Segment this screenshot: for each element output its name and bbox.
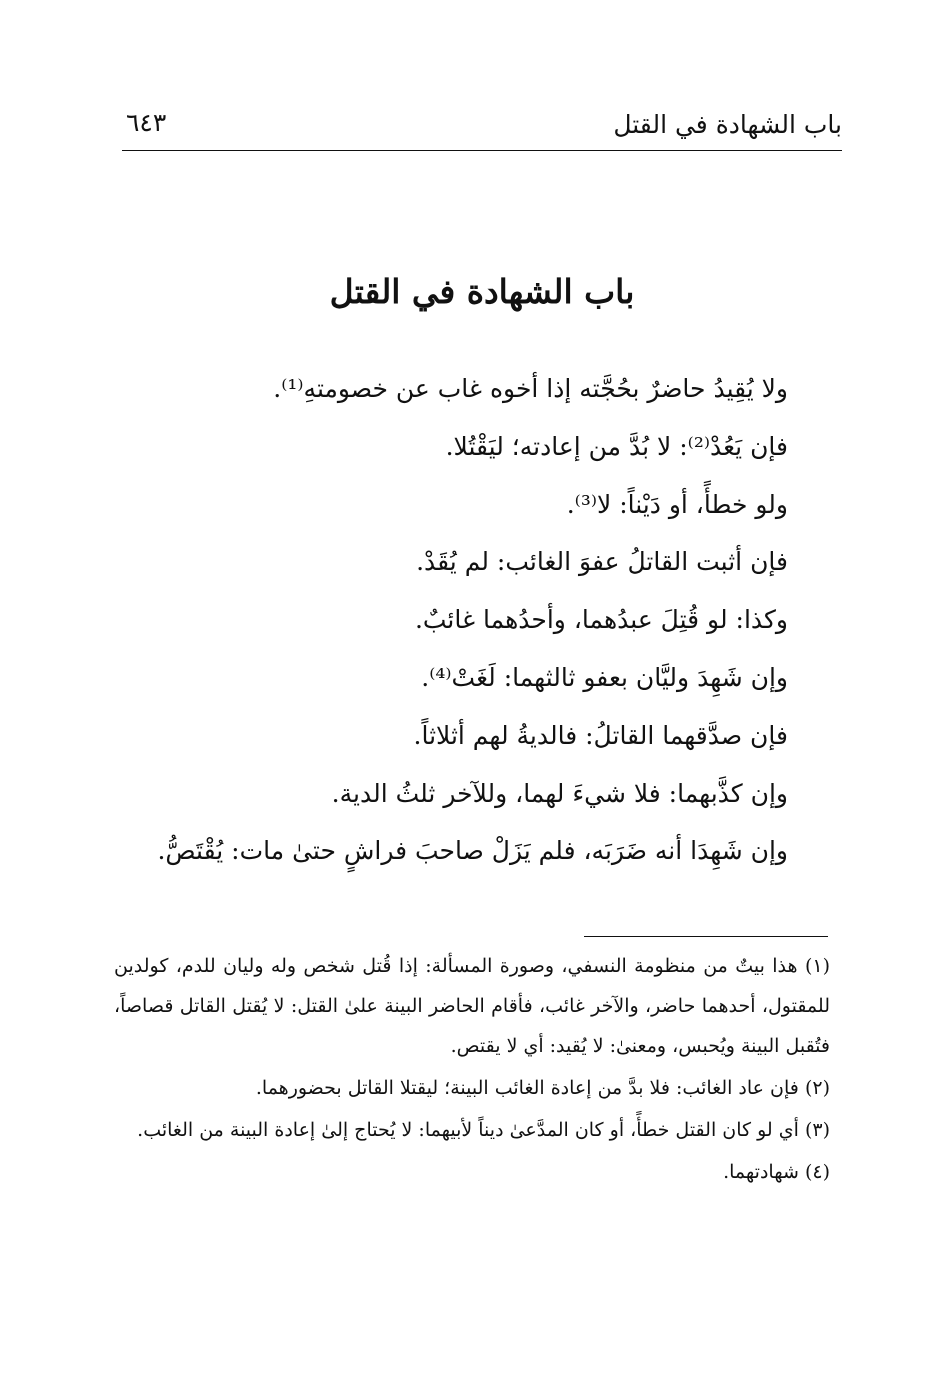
page-number: ٦٤٣ (126, 108, 167, 137)
footnote-text: شهادتهما. (723, 1161, 799, 1183)
footnote-4 (114, 1152, 830, 1192)
footnote-separator (584, 936, 828, 937)
verse-line: فإن صدَّقهما القاتلُ: فالديةُ لهم أثلاثاً. (413, 720, 788, 750)
footnote-number: (٣) (804, 1119, 830, 1141)
verse-line: وإن شَهِدَا أنه ضَرَبَه، فلم يَزَلْ صاحبَ فراشٍ حتىٰ مات: يُقْتَصُّ. (157, 836, 788, 866)
footnote-2 (114, 1068, 830, 1108)
footnote-text: أي لو كان القتل خطأً، أو كان المدَّعىٰ ديناً لأبيهما: لا يُحتاج إلىٰ إعادة البينة من الغائب. (137, 1119, 799, 1141)
verse-list (148, 360, 788, 880)
footnote-text: فإن عاد الغائب: فلا بدَّ من إعادة الغائب البينة؛ ليقتلا القاتل بحضورهما. (255, 1077, 799, 1099)
verse-line: فإن أثبت القاتلُ عفوَ الغائب: لم يُقَدْ. (416, 547, 788, 577)
verse-line: وإن كذَّبهما: فلا شيءَ لهما، وللآخر ثلثُ الدية. (331, 778, 788, 808)
footnote-number: (٤) (804, 1161, 830, 1183)
footnote-number: (١) (804, 955, 830, 977)
verse-line: فإن يَعُدْ⁽²⁾: لا بُدَّ من إعادته؛ ليَقْتُلا. (445, 431, 788, 461)
verse-line: وكذا: لو قُتِلَ عبدُهما، وأحدُهما غائبٌ. (414, 605, 788, 635)
header-rule (122, 150, 842, 151)
footnote-number: (٢) (804, 1077, 830, 1099)
footnote-1 (114, 946, 830, 1066)
verse-line: ولو خطأً، أو دَيْناً: لا⁽³⁾. (566, 489, 788, 519)
running-header (122, 104, 842, 150)
verse-line: وإن شَهِدَ وليَّان بعفو ثالثهما: لَغَتْ⁽⁴⁾. (421, 662, 788, 692)
footnote-text: هذا بيتٌ من منظومة النسفي، وصورة المسألة: إذا قُتل شخص وله وليان للدم، كولدين للمقتول، أحدهما حاضر، والآخر غائب، فأقام الحاضر البينة علىٰ القتل: لا يُقتل القاتل قصاصاً، فتُقبل البينة ويُحبس، ومعنىٰ: لا يُقيد: أي لا يقتص. (114, 955, 830, 1057)
footnote-3 (114, 1110, 830, 1150)
running-title: باب الشهادة في القتل (613, 110, 842, 139)
chapter-title: باب الشهادة في القتل (329, 272, 635, 311)
footnotes (114, 946, 830, 1194)
verse-line: ولا يُقِيدُ حاضرٌ بحُجَّته إذا أخوه غاب عن خصومتهِ⁽¹⁾. (273, 374, 788, 403)
